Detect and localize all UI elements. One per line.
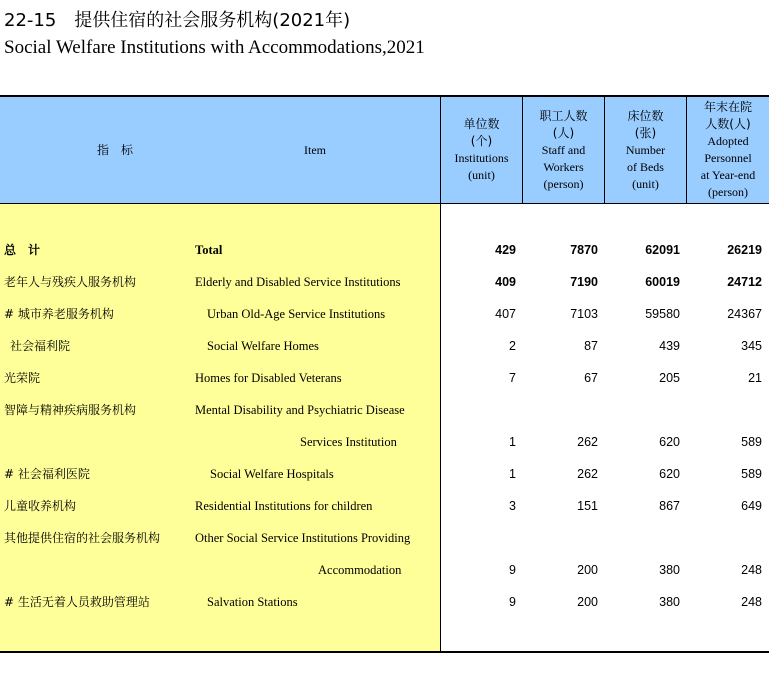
cell-adopted: 345: [741, 339, 762, 353]
cell-institutions: 9: [509, 563, 516, 577]
title-chinese: 22-15 提供住宿的社会服务机构(2021年): [4, 10, 351, 31]
cell-institutions: 429: [495, 243, 516, 257]
table-row: [0, 528, 769, 548]
cell-beds: 867: [659, 499, 680, 513]
cell-adopted: 248: [741, 563, 762, 577]
cell-adopted: 649: [741, 499, 762, 513]
row-label-en: Mental Disability and Psychiatric Disease: [195, 403, 405, 417]
table-header: [0, 97, 769, 204]
cell-institutions: 407: [495, 307, 516, 321]
header-item-en: Item: [304, 142, 326, 157]
cell-adopted: 26219: [727, 243, 762, 257]
row-label-zh: 社会福利院: [10, 339, 71, 353]
cell-staff: 7870: [570, 243, 598, 257]
cell-beds: 439: [659, 339, 680, 353]
row-label-zh: # 社会福利医院: [4, 467, 90, 481]
table-row: [0, 464, 769, 484]
table-row: [0, 560, 769, 580]
cell-beds: 62091: [645, 243, 680, 257]
row-label-zh: 智障与精神疾病服务机构: [4, 403, 137, 417]
cell-institutions: 1: [509, 467, 516, 481]
table-row: [0, 496, 769, 516]
row-label-zh: 其他提供住宿的社会服务机构: [4, 531, 161, 545]
cell-institutions: 1: [509, 435, 516, 449]
row-label-en: Salvation Stations: [207, 595, 298, 609]
cell-adopted: 21: [748, 371, 762, 385]
row-label-en: Social Welfare Homes: [207, 339, 319, 353]
row-label-en: Total: [195, 243, 223, 257]
cell-adopted: 24367: [727, 307, 762, 321]
table-row: [0, 304, 769, 324]
row-label-zh: 老年人与残疾人服务机构: [4, 275, 137, 289]
cell-adopted: 589: [741, 435, 762, 449]
row-label-en: Social Welfare Hospitals: [210, 467, 334, 481]
cell-beds: 380: [659, 595, 680, 609]
row-label-en: Residential Institutions for children: [195, 499, 373, 513]
row-label-en: Urban Old-Age Service Institutions: [207, 307, 386, 321]
row-label-en: Accommodation: [318, 563, 402, 577]
table-row: [0, 272, 769, 292]
row-label-zh: 总 计: [4, 243, 41, 257]
table-row: [0, 240, 769, 260]
cell-beds: 59580: [645, 307, 680, 321]
cell-staff: 151: [577, 499, 598, 513]
cell-staff: 7103: [570, 307, 598, 321]
cell-beds: 620: [659, 467, 680, 481]
header-indicator-zh: 指 标: [96, 142, 133, 157]
cell-staff: 87: [584, 339, 598, 353]
cell-institutions: 3: [509, 499, 516, 513]
table-row: [0, 368, 769, 388]
row-label-zh: 光荣院: [4, 371, 41, 385]
cell-staff: 262: [577, 467, 598, 481]
header-beds: 床位数 (张) Number of Beds (unit): [625, 108, 666, 191]
header-institutions: 单位数 (个) Institutions (unit): [454, 117, 509, 182]
table-row: [0, 400, 769, 420]
header-adopted: 年末在院 人数(人) Adopted Personnel at Year-end (person): [700, 100, 756, 199]
cell-institutions: 7: [509, 371, 516, 385]
row-label-en: Elderly and Disabled Service Institutions: [195, 275, 401, 289]
cell-staff: 262: [577, 435, 598, 449]
cell-staff: 7190: [570, 275, 598, 289]
title-english: Social Welfare Institutions with Accommodations,2021: [4, 37, 425, 58]
cell-institutions: 9: [509, 595, 516, 609]
row-label-en: Other Social Service Institutions Providing: [195, 531, 411, 545]
cell-beds: 205: [659, 371, 680, 385]
row-label-zh: # 城市养老服务机构: [4, 307, 114, 321]
statistics-table: [0, 95, 769, 653]
cell-beds: 620: [659, 435, 680, 449]
cell-institutions: 409: [495, 275, 516, 289]
cell-staff: 200: [577, 595, 598, 609]
cell-adopted: 24712: [727, 275, 762, 289]
cell-beds: 380: [659, 563, 680, 577]
cell-staff: 200: [577, 563, 598, 577]
row-label-en: Services Institution: [300, 435, 397, 449]
cell-staff: 67: [584, 371, 598, 385]
cell-institutions: 2: [509, 339, 516, 353]
row-label-zh: # 生活无着人员救助管理站: [4, 595, 150, 609]
header-staff: 职工人数 (人) Staff and Workers (person): [539, 108, 588, 191]
table-row: [0, 432, 769, 452]
cell-adopted: 248: [741, 595, 762, 609]
table-row: [0, 336, 769, 356]
row-label-en: Homes for Disabled Veterans: [195, 371, 342, 385]
row-label-zh: 儿童收养机构: [4, 499, 77, 513]
cell-beds: 60019: [645, 275, 680, 289]
table-row: [0, 592, 769, 612]
cell-adopted: 589: [741, 467, 762, 481]
